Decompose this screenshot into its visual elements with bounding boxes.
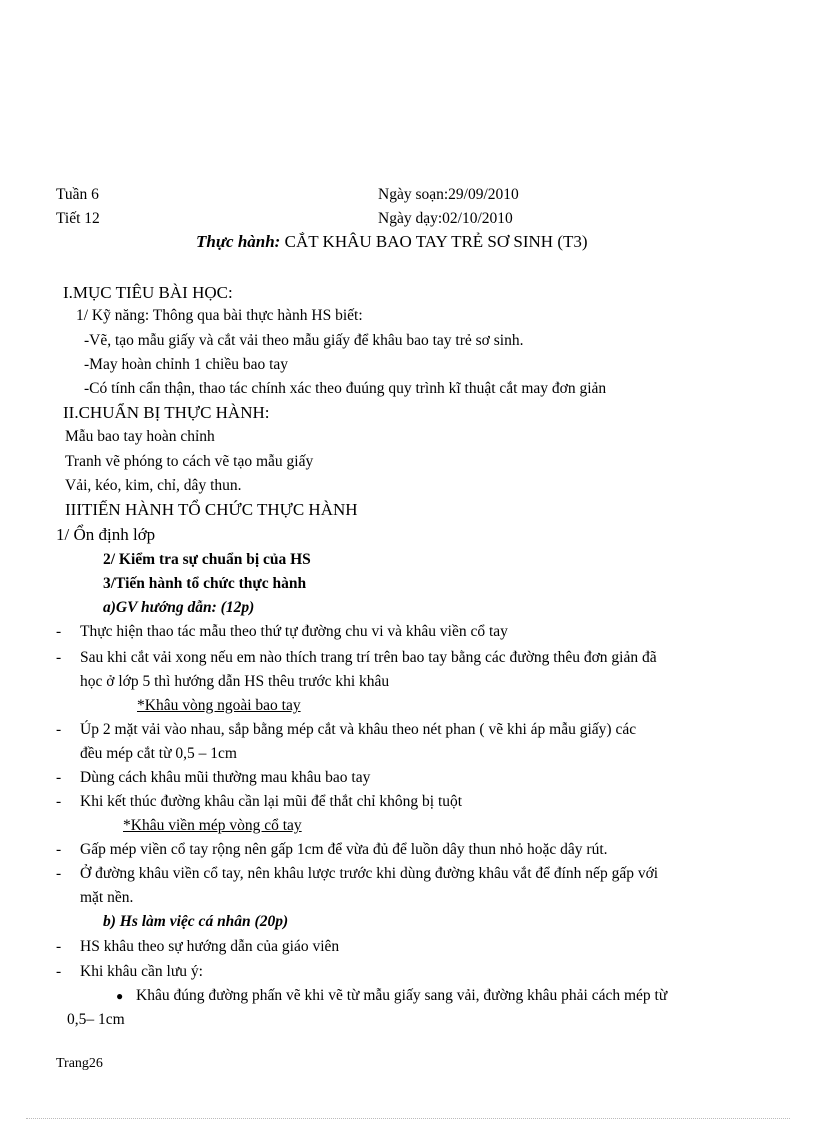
prep-item: Tranh vẽ phóng to cách vẽ tạo mẫu giấy [65, 453, 314, 470]
section-1-heading: I.MỤC TIÊU BÀI HỌC: [63, 283, 233, 302]
lesson-title [196, 232, 588, 252]
list-item-continued: học ở lớp 5 thì hướng dẫn HS thêu trước khi khâu [80, 673, 390, 690]
dash-marker: - [56, 963, 62, 980]
dash-marker: - [56, 865, 62, 882]
dash-marker: - [56, 938, 62, 955]
list-item-continued: mặt nền. [80, 889, 134, 906]
section-3-heading: IIITIẾN HÀNH TỔ CHỨC THỰC HÀNH [65, 500, 358, 519]
dash-marker: - [56, 623, 62, 640]
prep-date: Ngày soạn:29/09/2010 [378, 186, 519, 203]
part-b-heading: b) Hs làm việc cá nhân (20p) [103, 913, 289, 930]
objective-item: -Vẽ, tạo mẫu giấy và cắt vải theo mẫu giấy để khâu bao tay trẻ sơ sinh. [84, 332, 524, 349]
dash-marker: - [56, 649, 62, 666]
dash-marker: - [56, 721, 62, 738]
list-item: HS khâu theo sự hướng dẫn của giáo viên [80, 938, 340, 955]
bullet-item-continued: 0,5– 1cm [67, 1011, 125, 1028]
part-a-heading: a)GV hướng dẫn: (12p) [103, 599, 255, 616]
section-1-sub: 1/ Kỹ năng: Thông qua bài thực hành HS biết: [76, 307, 363, 324]
list-item: Sau khi cắt vải xong nếu em nào thích trang trí trên bao tay bằng các đường thêu đơn giản đã [80, 649, 657, 666]
list-item: Thực hiện thao tác mẫu theo thứ tự đường chu vi và khâu viền cổ tay [80, 623, 508, 640]
dash-marker: - [56, 793, 62, 810]
dash-marker: - [56, 841, 62, 858]
title-prefix: Thực hành: [196, 232, 281, 251]
prep-item: Vải, kéo, kim, chỉ, dây thun. [65, 477, 242, 494]
step-3: 3/Tiến hành tổ chức thực hành [103, 575, 307, 592]
page-bottom-rule [26, 1118, 790, 1119]
list-item: Dùng cách khâu mũi thường mau khâu bao tay [80, 769, 371, 786]
week-label: Tuần 6 [56, 186, 99, 203]
objective-item: -May hoàn chỉnh 1 chiều bao tay [84, 356, 289, 373]
lesson-number: Tiết 12 [56, 210, 100, 227]
title-text: CẮT KHÂU BAO TAY TRẺ SƠ SINH (T3) [280, 232, 588, 251]
subsection-1-title: *Khâu vòng ngoài bao tay [137, 697, 301, 714]
section-2-heading: II.CHUẨN BỊ THỰC HÀNH: [63, 403, 270, 422]
list-item: Khi khâu cần lưu ý: [80, 963, 203, 980]
prep-item: Mẫu bao tay hoàn chỉnh [65, 428, 215, 445]
subsection-2-title: *Khâu viền mép vòng cổ tay [123, 817, 302, 834]
list-item-continued: đều mép cắt từ 0,5 – 1cm [80, 745, 237, 762]
dash-marker: - [56, 769, 62, 786]
bullet-item: Khâu đúng đường phấn vẽ khi vẽ từ mẫu giấy sang vải, đường khâu phải cách mép từ [136, 987, 668, 1004]
objective-item: -Có tính cẩn thận, thao tác chính xác theo đuúng quy trình kĩ thuật cắt may đơn giản [84, 380, 607, 397]
page-number: Trang26 [56, 1056, 103, 1071]
teach-date: Ngày dạy:02/10/2010 [378, 210, 513, 227]
list-item: Ở đường khâu viền cổ tay, nên khâu lược trước khi dùng đường khâu vắt để đính nếp gấp với [80, 865, 659, 882]
list-item: Gấp mép viền cổ tay rộng nên gấp 1cm để vừa đủ để luồn dây thun nhỏ hoặc dây rút. [80, 841, 608, 858]
step-1: 1/ Ổn định lớp [56, 525, 156, 544]
list-item: Úp 2 mặt vải vào nhau, sắp bằng mép cắt và khâu theo nét phan ( vẽ khi áp mẫu giấy) các [80, 721, 637, 738]
bullet-icon: ● [116, 989, 124, 1003]
step-2: 2/ Kiểm tra sự chuẩn bị của HS [103, 551, 311, 568]
list-item: Khi kết thúc đường khâu cần lại mũi để thắt chỉ không bị tuột [80, 793, 463, 810]
